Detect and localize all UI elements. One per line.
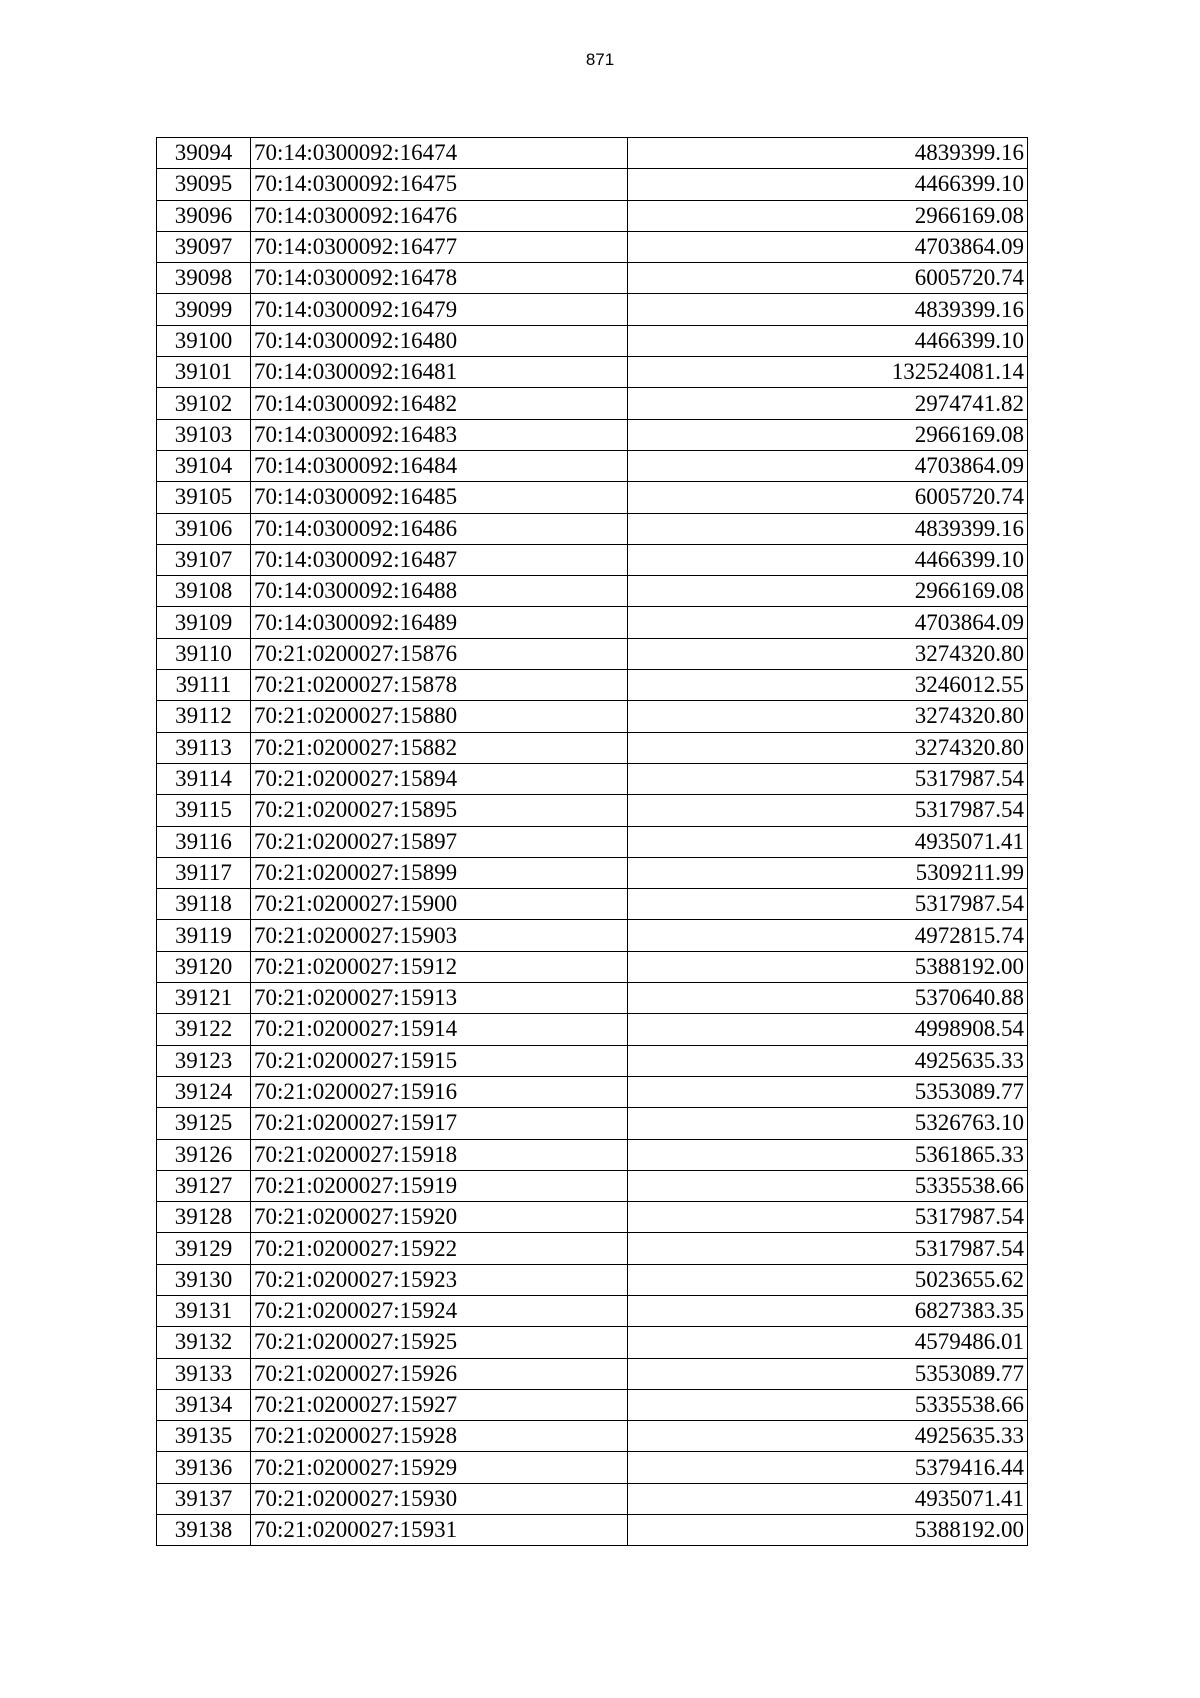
table-row	[157, 1358, 1028, 1389]
cadastral-number-cell: 70:14:0300092:16485	[251, 482, 628, 513]
row-number-cell: 39134	[157, 1389, 251, 1420]
cadastral-value-table	[156, 137, 1028, 1546]
cadastral-value-cell: 5317987.54	[628, 889, 1028, 920]
cadastral-value-cell: 5326763.10	[628, 1108, 1028, 1139]
cadastral-number-cell: 70:21:0200027:15916	[251, 1076, 628, 1107]
cadastral-value-cell: 2966169.08	[628, 576, 1028, 607]
table-row	[157, 1014, 1028, 1045]
cadastral-number-cell: 70:21:0200027:15903	[251, 920, 628, 951]
cadastral-number-cell: 70:21:0200027:15925	[251, 1327, 628, 1358]
cadastral-value-table-container	[156, 137, 1027, 1546]
cadastral-number-cell: 70:21:0200027:15895	[251, 795, 628, 826]
row-number-cell: 39109	[157, 607, 251, 638]
table-row	[157, 169, 1028, 200]
table-row	[157, 701, 1028, 732]
row-number-cell: 39125	[157, 1108, 251, 1139]
cadastral-number-cell: 70:21:0200027:15926	[251, 1358, 628, 1389]
table-row	[157, 1076, 1028, 1107]
table-row	[157, 1295, 1028, 1326]
table-row	[157, 889, 1028, 920]
row-number-cell: 39113	[157, 732, 251, 763]
cadastral-number-cell: 70:14:0300092:16481	[251, 357, 628, 388]
row-number-cell: 39138	[157, 1515, 251, 1546]
table-row	[157, 638, 1028, 669]
row-number-cell: 39110	[157, 638, 251, 669]
cadastral-value-cell: 6005720.74	[628, 482, 1028, 513]
row-number-cell: 39121	[157, 983, 251, 1014]
row-number-cell: 39123	[157, 1045, 251, 1076]
row-number-cell: 39129	[157, 1233, 251, 1264]
table-row	[157, 1452, 1028, 1483]
row-number-cell: 39097	[157, 231, 251, 262]
cadastral-value-cell: 4972815.74	[628, 920, 1028, 951]
table-row	[157, 951, 1028, 982]
cadastral-number-cell: 70:14:0300092:16489	[251, 607, 628, 638]
cadastral-value-cell: 4703864.09	[628, 231, 1028, 262]
table-row	[157, 1108, 1028, 1139]
row-number-cell: 39104	[157, 450, 251, 481]
cadastral-number-cell: 70:21:0200027:15882	[251, 732, 628, 763]
table-row	[157, 732, 1028, 763]
row-number-cell: 39137	[157, 1483, 251, 1514]
cadastral-number-cell: 70:14:0300092:16486	[251, 513, 628, 544]
table-row	[157, 1327, 1028, 1358]
cadastral-value-cell: 4839399.16	[628, 294, 1028, 325]
table-row	[157, 1202, 1028, 1233]
cadastral-number-cell: 70:21:0200027:15876	[251, 638, 628, 669]
cadastral-value-cell: 4466399.10	[628, 169, 1028, 200]
cadastral-number-cell: 70:21:0200027:15912	[251, 951, 628, 982]
row-number-cell: 39136	[157, 1452, 251, 1483]
cadastral-value-cell: 5353089.77	[628, 1076, 1028, 1107]
cadastral-value-cell: 4466399.10	[628, 544, 1028, 575]
table-row	[157, 294, 1028, 325]
table-row	[157, 795, 1028, 826]
cadastral-value-cell: 6005720.74	[628, 263, 1028, 294]
table-row	[157, 920, 1028, 951]
table-row	[157, 513, 1028, 544]
row-number-cell: 39126	[157, 1139, 251, 1170]
cadastral-value-cell: 5317987.54	[628, 763, 1028, 794]
cadastral-number-cell: 70:21:0200027:15917	[251, 1108, 628, 1139]
row-number-cell: 39115	[157, 795, 251, 826]
cadastral-value-cell: 5023655.62	[628, 1264, 1028, 1295]
cadastral-number-cell: 70:21:0200027:15928	[251, 1421, 628, 1452]
cadastral-value-cell: 5309211.99	[628, 857, 1028, 888]
row-number-cell: 39099	[157, 294, 251, 325]
table-row	[157, 576, 1028, 607]
cadastral-number-cell: 70:14:0300092:16475	[251, 169, 628, 200]
row-number-cell: 39119	[157, 920, 251, 951]
row-number-cell: 39127	[157, 1170, 251, 1201]
row-number-cell: 39102	[157, 388, 251, 419]
cadastral-value-cell: 5317987.54	[628, 1202, 1028, 1233]
cadastral-number-cell: 70:21:0200027:15880	[251, 701, 628, 732]
table-row	[157, 1421, 1028, 1452]
table-row	[157, 544, 1028, 575]
table-row	[157, 763, 1028, 794]
cadastral-number-cell: 70:14:0300092:16477	[251, 231, 628, 262]
cadastral-value-cell: 4703864.09	[628, 450, 1028, 481]
row-number-cell: 39132	[157, 1327, 251, 1358]
cadastral-value-cell: 5388192.00	[628, 1515, 1028, 1546]
cadastral-number-cell: 70:21:0200027:15918	[251, 1139, 628, 1170]
cadastral-value-cell: 4935071.41	[628, 826, 1028, 857]
cadastral-number-cell: 70:14:0300092:16483	[251, 419, 628, 450]
table-row	[157, 607, 1028, 638]
cadastral-value-cell: 5370640.88	[628, 983, 1028, 1014]
cadastral-value-cell: 4935071.41	[628, 1483, 1028, 1514]
cadastral-value-cell: 5317987.54	[628, 1233, 1028, 1264]
cadastral-value-cell: 3274320.80	[628, 732, 1028, 763]
cadastral-value-cell: 5317987.54	[628, 795, 1028, 826]
cadastral-value-cell: 3274320.80	[628, 701, 1028, 732]
table-row	[157, 388, 1028, 419]
row-number-cell: 39135	[157, 1421, 251, 1452]
row-number-cell: 39117	[157, 857, 251, 888]
table-row	[157, 263, 1028, 294]
cadastral-number-cell: 70:14:0300092:16476	[251, 200, 628, 231]
cadastral-number-cell: 70:14:0300092:16478	[251, 263, 628, 294]
cadastral-value-cell: 2966169.08	[628, 200, 1028, 231]
cadastral-number-cell: 70:21:0200027:15899	[251, 857, 628, 888]
cadastral-value-cell: 3246012.55	[628, 670, 1028, 701]
row-number-cell: 39107	[157, 544, 251, 575]
cadastral-value-cell: 5379416.44	[628, 1452, 1028, 1483]
row-number-cell: 39133	[157, 1358, 251, 1389]
cadastral-number-cell: 70:21:0200027:15894	[251, 763, 628, 794]
cadastral-value-cell: 6827383.35	[628, 1295, 1028, 1326]
table-row	[157, 419, 1028, 450]
cadastral-value-cell: 2966169.08	[628, 419, 1028, 450]
cadastral-number-cell: 70:21:0200027:15924	[251, 1295, 628, 1326]
cadastral-value-cell: 2974741.82	[628, 388, 1028, 419]
row-number-cell: 39103	[157, 419, 251, 450]
cadastral-number-cell: 70:14:0300092:16480	[251, 325, 628, 356]
table-row	[157, 138, 1028, 169]
table-row	[157, 983, 1028, 1014]
cadastral-number-cell: 70:21:0200027:15930	[251, 1483, 628, 1514]
table-row	[157, 357, 1028, 388]
table-row	[157, 1233, 1028, 1264]
cadastral-number-cell: 70:21:0200027:15897	[251, 826, 628, 857]
row-number-cell: 39094	[157, 138, 251, 169]
cadastral-number-cell: 70:21:0200027:15927	[251, 1389, 628, 1420]
cadastral-number-cell: 70:14:0300092:16474	[251, 138, 628, 169]
cadastral-number-cell: 70:21:0200027:15914	[251, 1014, 628, 1045]
cadastral-number-cell: 70:21:0200027:15900	[251, 889, 628, 920]
table-row	[157, 826, 1028, 857]
table-body	[157, 138, 1028, 1546]
cadastral-value-cell: 4925635.33	[628, 1045, 1028, 1076]
table-row	[157, 1170, 1028, 1201]
row-number-cell: 39098	[157, 263, 251, 294]
cadastral-number-cell: 70:21:0200027:15913	[251, 983, 628, 1014]
page-number: 871	[585, 50, 615, 69]
cadastral-number-cell: 70:21:0200027:15920	[251, 1202, 628, 1233]
row-number-cell: 39100	[157, 325, 251, 356]
row-number-cell: 39111	[157, 670, 251, 701]
table-row	[157, 1389, 1028, 1420]
cadastral-value-cell: 3274320.80	[628, 638, 1028, 669]
cadastral-number-cell: 70:21:0200027:15922	[251, 1233, 628, 1264]
cadastral-number-cell: 70:21:0200027:15919	[251, 1170, 628, 1201]
table-row	[157, 1483, 1028, 1514]
table-row	[157, 1264, 1028, 1295]
cadastral-number-cell: 70:21:0200027:15915	[251, 1045, 628, 1076]
cadastral-value-cell: 4998908.54	[628, 1014, 1028, 1045]
row-number-cell: 39106	[157, 513, 251, 544]
cadastral-value-cell: 4579486.01	[628, 1327, 1028, 1358]
table-row	[157, 450, 1028, 481]
row-number-cell: 39108	[157, 576, 251, 607]
cadastral-number-cell: 70:14:0300092:16484	[251, 450, 628, 481]
cadastral-value-cell: 5361865.33	[628, 1139, 1028, 1170]
cadastral-number-cell: 70:14:0300092:16488	[251, 576, 628, 607]
cadastral-number-cell: 70:21:0200027:15878	[251, 670, 628, 701]
cadastral-value-cell: 4703864.09	[628, 607, 1028, 638]
table-row	[157, 857, 1028, 888]
cadastral-number-cell: 70:21:0200027:15929	[251, 1452, 628, 1483]
cadastral-value-cell: 5335538.66	[628, 1389, 1028, 1420]
row-number-cell: 39116	[157, 826, 251, 857]
cadastral-number-cell: 70:21:0200027:15931	[251, 1515, 628, 1546]
row-number-cell: 39096	[157, 200, 251, 231]
row-number-cell: 39101	[157, 357, 251, 388]
cadastral-value-cell: 4839399.16	[628, 513, 1028, 544]
table-row	[157, 1515, 1028, 1546]
table-row	[157, 670, 1028, 701]
cadastral-number-cell: 70:21:0200027:15923	[251, 1264, 628, 1295]
table-row	[157, 325, 1028, 356]
row-number-cell: 39095	[157, 169, 251, 200]
row-number-cell: 39130	[157, 1264, 251, 1295]
row-number-cell: 39122	[157, 1014, 251, 1045]
row-number-cell: 39120	[157, 951, 251, 982]
row-number-cell: 39105	[157, 482, 251, 513]
row-number-cell: 39118	[157, 889, 251, 920]
row-number-cell: 39128	[157, 1202, 251, 1233]
cadastral-value-cell: 132524081.14	[628, 357, 1028, 388]
row-number-cell: 39131	[157, 1295, 251, 1326]
cadastral-number-cell: 70:14:0300092:16479	[251, 294, 628, 325]
cadastral-number-cell: 70:14:0300092:16482	[251, 388, 628, 419]
table-row	[157, 482, 1028, 513]
cadastral-value-cell: 5335538.66	[628, 1170, 1028, 1201]
table-row	[157, 200, 1028, 231]
cadastral-number-cell: 70:14:0300092:16487	[251, 544, 628, 575]
row-number-cell: 39114	[157, 763, 251, 794]
cadastral-value-cell: 4466399.10	[628, 325, 1028, 356]
cadastral-value-cell: 5353089.77	[628, 1358, 1028, 1389]
table-row	[157, 1045, 1028, 1076]
cadastral-value-cell: 4925635.33	[628, 1421, 1028, 1452]
row-number-cell: 39112	[157, 701, 251, 732]
cadastral-value-cell: 5388192.00	[628, 951, 1028, 982]
table-row	[157, 1139, 1028, 1170]
table-row	[157, 231, 1028, 262]
cadastral-value-cell: 4839399.16	[628, 138, 1028, 169]
row-number-cell: 39124	[157, 1076, 251, 1107]
